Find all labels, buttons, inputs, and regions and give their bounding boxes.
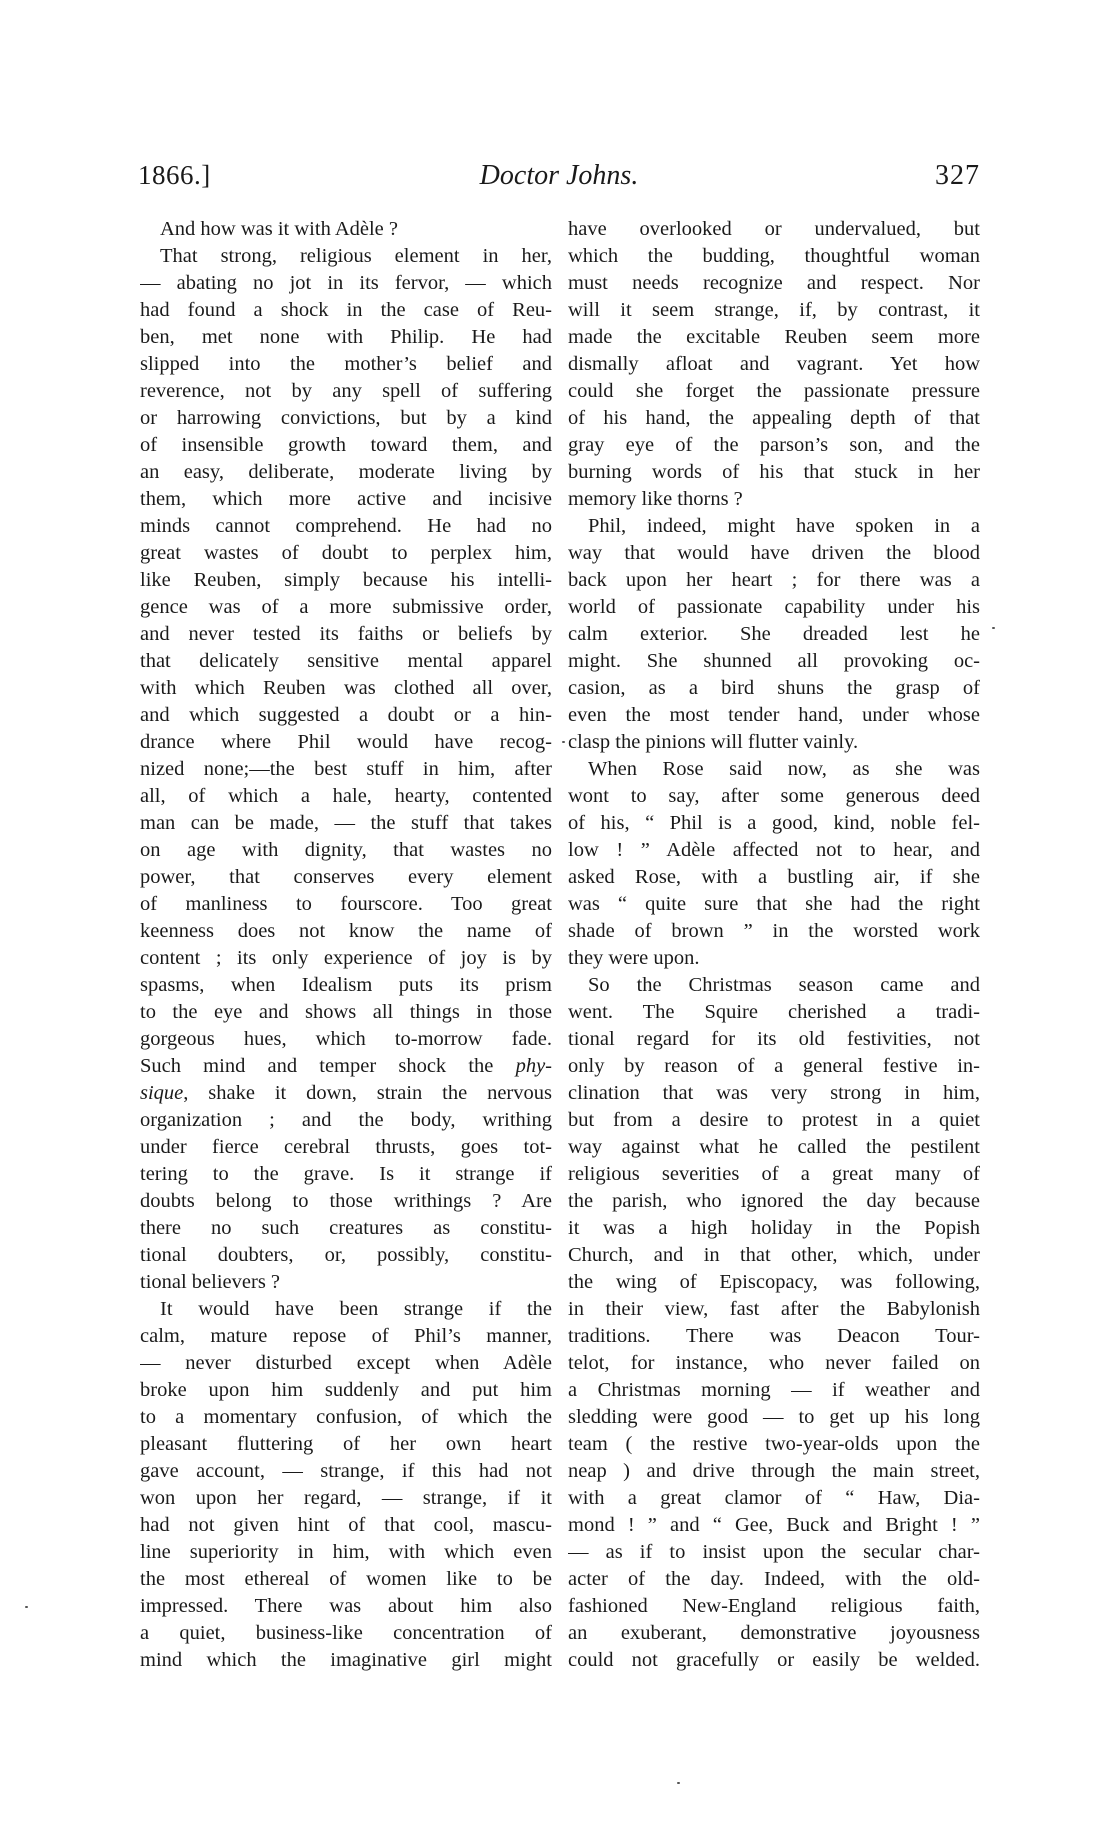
text-line xyxy=(140,945,552,972)
text-line xyxy=(568,1080,980,1107)
line-text: but from a desire to protest in a quiet xyxy=(568,1109,980,1131)
text-line xyxy=(568,1242,980,1269)
line-text: to a momentary confusion, of which the xyxy=(140,1406,552,1428)
text-line xyxy=(140,270,552,297)
line-text: — abating no jot in its fervor, — which xyxy=(140,272,552,294)
text-line xyxy=(568,837,980,864)
right-text-column xyxy=(568,216,980,1674)
text-line xyxy=(140,594,552,621)
line-text: way against what he called the pestilent xyxy=(568,1136,980,1158)
line-text: the parish, who ignored the day because xyxy=(568,1190,980,1212)
line-text: with which Reuben was clothed all over, xyxy=(140,677,552,699)
line-text: might. She shunned all provoking oc- xyxy=(568,650,980,672)
line-text: mond ! ” and “ Gee, Buck and Bright ! ” xyxy=(568,1514,980,1536)
line-text: power, that conserves every element xyxy=(140,866,552,888)
line-text: tering to the grave. Is it strange if xyxy=(140,1163,552,1185)
line-text: could not gracefully or easily be welded. xyxy=(568,1649,980,1671)
text-line xyxy=(568,891,980,918)
text-line xyxy=(140,432,552,459)
text-line xyxy=(140,1485,552,1512)
line-text: under fierce cerebral thrusts, goes tot- xyxy=(140,1136,552,1158)
text-line xyxy=(568,648,980,675)
text-line xyxy=(140,1053,552,1080)
text-line xyxy=(568,1566,980,1593)
text-line xyxy=(568,459,980,486)
text-line xyxy=(568,1026,980,1053)
text-line xyxy=(140,1539,552,1566)
line-text: religious severities of a great many of xyxy=(568,1163,980,1185)
line-text: in their view, fast after the Babylonish xyxy=(568,1298,980,1320)
line-text: of his, “ Phil is a good, kind, noble fel- xyxy=(568,812,980,834)
text-line xyxy=(140,324,552,351)
line-text: So the Christmas season came and xyxy=(588,974,980,996)
text-line xyxy=(568,810,980,837)
text-line xyxy=(140,1377,552,1404)
line-text: asked Rose, with a bustling air, if she xyxy=(568,866,980,888)
text-line xyxy=(140,297,552,324)
line-text: casion, as a bird shuns the grasp of xyxy=(568,677,980,699)
line-text: gray eye of the parson’s son, and the xyxy=(568,434,980,456)
text-line xyxy=(568,1269,980,1296)
line-text: reverence, not by any spell of suffering xyxy=(140,380,552,402)
text-line xyxy=(568,432,980,459)
line-text: or harrowing convictions, but by a kind xyxy=(140,407,552,429)
line-text: team ( the restive two-year-olds upon the xyxy=(568,1433,980,1455)
text-line xyxy=(568,351,980,378)
text-line xyxy=(140,243,552,270)
text-line xyxy=(568,324,980,351)
text-line xyxy=(140,1566,552,1593)
line-text: nized none;—the best stuff in him, after xyxy=(140,758,552,780)
line-text: memory like thorns ? xyxy=(568,488,743,510)
text-line xyxy=(140,1161,552,1188)
text-line xyxy=(140,351,552,378)
line-text: must needs recognize and respect. Nor xyxy=(568,272,980,294)
line-text: organization ; and the body, writhing xyxy=(140,1109,552,1131)
line-text: an easy, deliberate, moderate living by xyxy=(140,461,552,483)
line-text: world of passionate capability under his xyxy=(568,596,980,618)
text-line xyxy=(140,1458,552,1485)
text-line xyxy=(140,1323,552,1350)
line-text: tional regard for its old festivities, not xyxy=(568,1028,980,1050)
text-line xyxy=(568,1404,980,1431)
line-text: even the most tender hand, under whose xyxy=(568,704,980,726)
text-line xyxy=(568,243,980,270)
text-line xyxy=(140,1269,552,1296)
text-line xyxy=(140,621,552,648)
line-text: back upon her heart ; for there was a xyxy=(568,569,980,591)
text-line xyxy=(568,405,980,432)
print-speck xyxy=(562,741,565,743)
line-text: neap ) and drive through the main street, xyxy=(568,1460,980,1482)
text-line xyxy=(568,378,980,405)
text-line xyxy=(140,972,552,999)
text-line xyxy=(140,1593,552,1620)
text-line xyxy=(140,810,552,837)
line-text: like Reuben, simply because his intelli- xyxy=(140,569,552,591)
line-text: made the excitable Reuben seem more xyxy=(568,326,980,348)
text-line xyxy=(568,1620,980,1647)
line-text: minds cannot comprehend. He had no xyxy=(140,515,552,537)
line-text: and which suggested a doubt or a hin- xyxy=(140,704,552,726)
line-text: gave account, — strange, if this had not xyxy=(140,1460,552,1482)
line-text: of insensible growth toward them, and xyxy=(140,434,552,456)
text-line xyxy=(568,729,980,756)
text-line xyxy=(140,756,552,783)
text-line xyxy=(568,918,980,945)
line-text: and never tested its faiths or beliefs by xyxy=(140,623,552,645)
text-line xyxy=(140,1512,552,1539)
line-text: way that would have driven the blood xyxy=(568,542,980,564)
line-text: there no such creatures as constitu- xyxy=(140,1217,552,1239)
text-line xyxy=(140,378,552,405)
text-line xyxy=(568,513,980,540)
line-text: gence was of a more submissive order, xyxy=(140,596,552,618)
line-text: Phil, indeed, might have spoken in a xyxy=(588,515,980,537)
line-text: they were upon. xyxy=(568,947,700,969)
line-text: — never disturbed except when Adèle xyxy=(140,1352,552,1374)
text-line xyxy=(568,1134,980,1161)
line-text: It would have been strange if the xyxy=(160,1298,552,1320)
text-line xyxy=(140,513,552,540)
text-line xyxy=(140,729,552,756)
text-line xyxy=(140,567,552,594)
text-line xyxy=(140,891,552,918)
text-line xyxy=(568,675,980,702)
line-text: all, of which a hale, hearty, contented xyxy=(140,785,552,807)
line-text: — as if to insist upon the secular char- xyxy=(568,1541,980,1563)
line-text: calm, mature repose of Phil’s manner, xyxy=(140,1325,552,1347)
line-text: of manliness to fourscore. Too great xyxy=(140,893,552,915)
text-line xyxy=(568,1323,980,1350)
print-speck xyxy=(992,627,995,629)
line-text: fashioned New-England religious faith, xyxy=(568,1595,980,1617)
line-text: line superiority in him, with which even xyxy=(140,1541,552,1563)
text-line xyxy=(568,783,980,810)
line-text: was “ quite sure that she had the right xyxy=(568,893,980,915)
text-line xyxy=(140,1134,552,1161)
italic-word: sique xyxy=(140,1082,184,1104)
text-line xyxy=(140,1188,552,1215)
line-text: And how was it with Adèle ? xyxy=(160,218,398,240)
line-text: pleasant fluttering of her own heart xyxy=(140,1433,552,1455)
line-text: Church, and in that other, which, under xyxy=(568,1244,980,1266)
text-line xyxy=(140,216,552,243)
text-line xyxy=(140,783,552,810)
italic-word: phy- xyxy=(515,1055,552,1077)
line-text: impressed. There was about him also xyxy=(140,1595,552,1617)
text-line xyxy=(140,1350,552,1377)
page-number: 327 xyxy=(935,160,980,191)
line-text: a quiet, business-like concentration of xyxy=(140,1622,552,1644)
text-line xyxy=(140,459,552,486)
line-text: great wastes of doubt to perplex him, xyxy=(140,542,552,564)
line-text: that delicately sensitive mental apparel xyxy=(140,650,552,672)
text-line xyxy=(140,1404,552,1431)
text-line xyxy=(140,675,552,702)
text-line xyxy=(568,702,980,729)
line-text: clasp the pinions will flutter vainly. xyxy=(568,731,859,753)
line-text: acter of the day. Indeed, with the old- xyxy=(568,1568,980,1590)
text-line xyxy=(140,1647,552,1674)
text-line xyxy=(568,945,980,972)
text-line xyxy=(568,567,980,594)
text-line xyxy=(568,1161,980,1188)
line-text: telot, for instance, who never failed on xyxy=(568,1352,980,1374)
line-text: doubts belong to those writhings ? Are xyxy=(140,1190,552,1212)
line-text: went. The Squire cherished a tradi- xyxy=(568,1001,980,1023)
line-text: ben, met none with Philip. He had xyxy=(140,326,552,348)
line-text: won upon her regard, — strange, if it xyxy=(140,1487,552,1509)
text-line xyxy=(568,1512,980,1539)
text-line xyxy=(140,1242,552,1269)
text-line xyxy=(140,702,552,729)
text-line xyxy=(140,648,552,675)
text-line xyxy=(140,837,552,864)
line-text: wont to say, after some generous deed xyxy=(568,785,980,807)
line-text: the most ethereal of women like to be xyxy=(140,1568,552,1590)
text-line xyxy=(140,1296,552,1323)
line-text: could she forget the passionate pressure xyxy=(568,380,980,402)
text-line xyxy=(568,486,980,513)
line-text: broke upon him suddenly and put him xyxy=(140,1379,552,1401)
line-text: have overlooked or undervalued, but xyxy=(568,218,980,240)
text-line xyxy=(568,864,980,891)
text-line xyxy=(568,1188,980,1215)
text-line xyxy=(568,621,980,648)
text-line xyxy=(140,1215,552,1242)
line-text: them, which more active and incisive xyxy=(140,488,552,510)
line-text: When Rose said now, as she was xyxy=(588,758,980,780)
text-line xyxy=(568,270,980,297)
print-speck xyxy=(677,1782,680,1784)
text-line xyxy=(140,1080,552,1107)
text-line xyxy=(568,1485,980,1512)
text-line xyxy=(568,297,980,324)
text-line xyxy=(568,972,980,999)
text-line xyxy=(140,1620,552,1647)
line-text: slipped into the mother’s belief and xyxy=(140,353,552,375)
text-line xyxy=(140,1107,552,1134)
line-text: man can be made, — the stuff that takes xyxy=(140,812,552,834)
text-line xyxy=(568,1458,980,1485)
text-line xyxy=(568,1431,980,1458)
line-text: shade of brown ” in the worsted work xyxy=(568,920,980,942)
text-line xyxy=(568,594,980,621)
line-text: calm exterior. She dreaded lest he xyxy=(568,623,980,645)
line-text: to the eye and shows all things in those xyxy=(140,1001,552,1023)
line-text: tional doubters, or, possibly, constitu- xyxy=(140,1244,552,1266)
text-line xyxy=(140,864,552,891)
line-text: the wing of Episcopacy, was following, xyxy=(568,1271,980,1293)
line-text: with a great clamor of “ Haw, Dia- xyxy=(568,1487,980,1509)
line-text: of his hand, the appealing depth of that xyxy=(568,407,980,429)
text-line xyxy=(140,486,552,513)
text-line xyxy=(140,1026,552,1053)
line-text: drance where Phil would have recog- xyxy=(140,731,552,753)
line-text: traditions. There was Deacon Tour- xyxy=(568,1325,980,1347)
text-line xyxy=(568,1350,980,1377)
line-text: content ; its only experience of joy is by xyxy=(140,947,552,969)
text-line xyxy=(568,1107,980,1134)
line-text: which the budding, thoughtful woman xyxy=(568,245,980,267)
line-text: will it seem strange, if, by contrast, it xyxy=(568,299,980,321)
line-text: had not given hint of that cool, mascu- xyxy=(140,1514,552,1536)
line-text: , shake it down, strain the nervous xyxy=(183,1082,552,1104)
running-head-title: Doctor Johns. xyxy=(479,160,639,191)
text-line xyxy=(568,999,980,1026)
text-line xyxy=(568,1647,980,1674)
line-text: Such mind and temper shock the xyxy=(140,1055,516,1077)
line-text: sledding were good — to get up his long xyxy=(568,1406,980,1428)
text-line xyxy=(140,405,552,432)
text-line xyxy=(568,1053,980,1080)
line-text: keenness does not know the name of xyxy=(140,920,552,942)
text-line xyxy=(568,1296,980,1323)
line-text: spasms, when Idealism puts its prism xyxy=(140,974,552,996)
text-line xyxy=(568,1539,980,1566)
text-line xyxy=(568,1215,980,1242)
line-text: clination that was very strong in him, xyxy=(568,1082,980,1104)
running-head-year: 1866.] xyxy=(138,160,211,190)
line-text: tional believers ? xyxy=(140,1271,281,1293)
line-text: mind which the imaginative girl might xyxy=(140,1649,552,1671)
line-text: only by reason of a general festive in- xyxy=(568,1055,980,1077)
left-text-column xyxy=(140,216,552,1674)
line-text: low ! ” Adèle affected not to hear, and xyxy=(568,839,980,861)
line-text: gorgeous hues, which to-morrow fade. xyxy=(140,1028,552,1050)
line-text: on age with dignity, that wastes no xyxy=(140,839,552,861)
text-line xyxy=(568,1593,980,1620)
line-text: a Christmas morning — if weather and xyxy=(568,1379,980,1401)
line-text: an exuberant, demonstrative joyousness xyxy=(568,1622,980,1644)
line-text: had found a shock in the case of Reu- xyxy=(140,299,552,321)
text-line xyxy=(568,540,980,567)
text-line xyxy=(568,1377,980,1404)
running-head xyxy=(138,160,980,196)
line-text: That strong, religious element in her, xyxy=(160,245,552,267)
text-line xyxy=(568,216,980,243)
line-text: it was a high holiday in the Popish xyxy=(568,1217,980,1239)
text-line xyxy=(140,540,552,567)
text-line xyxy=(140,999,552,1026)
print-speck xyxy=(25,1606,28,1608)
text-line xyxy=(140,1431,552,1458)
line-text: dismally afloat and vagrant. Yet how xyxy=(568,353,980,375)
text-line xyxy=(568,756,980,783)
text-line xyxy=(140,918,552,945)
line-text: burning words of his that stuck in her xyxy=(568,461,980,483)
